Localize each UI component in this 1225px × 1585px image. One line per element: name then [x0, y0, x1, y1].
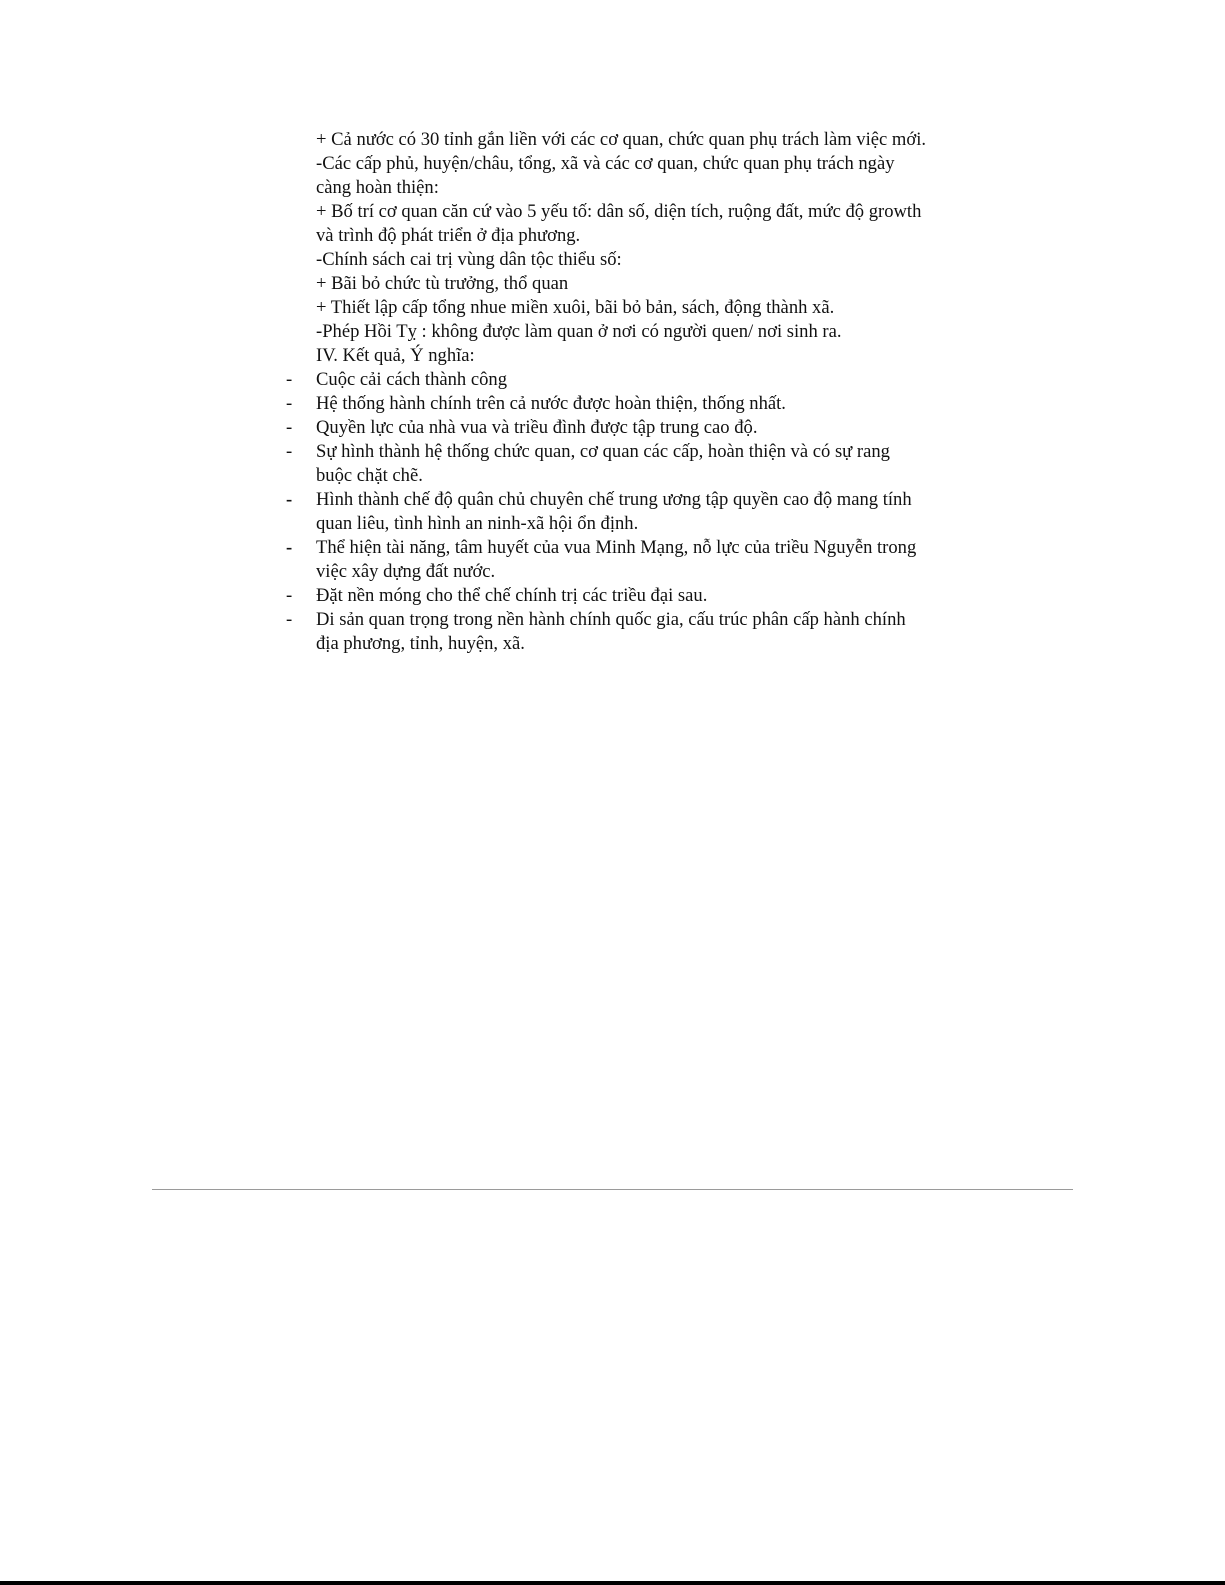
- bullet-text: [316, 536, 966, 584]
- bullet-mark: -: [286, 585, 293, 606]
- text-line: + Cả nước có 30 tỉnh gắn liền với các cơ quan, chức quan phụ trách làm việc mới.: [316, 129, 927, 150]
- bullet-line: Hình thành chế độ quân chủ chuyên chế trung ương tập quyền cao độ mang tính: [316, 489, 912, 510]
- bullet-mark: -: [286, 441, 293, 462]
- document-body: [286, 128, 966, 656]
- bullet-line: Sự hình thành hệ thống chức quan, cơ quan các cấp, hoàn thiện và có sự rang: [316, 441, 890, 462]
- bullet-text: [316, 368, 966, 392]
- bullet-item: [286, 584, 966, 608]
- text-line: và trình độ phát triển ở địa phương.: [316, 225, 581, 246]
- bullet-item: [286, 608, 966, 656]
- bullet-item: [286, 440, 966, 488]
- bullet-item: [286, 536, 966, 584]
- bullet-text: [316, 488, 966, 536]
- bullet-item: [286, 392, 966, 416]
- bullet-line: việc xây dựng đất nước.: [316, 561, 496, 582]
- bullet-line: Đặt nền móng cho thể chế chính trị các triều đại sau.: [316, 585, 708, 606]
- bullet-text: [316, 416, 966, 440]
- bullet-text: [316, 608, 966, 656]
- bullet-line: Thể hiện tài năng, tâm huyết của vua Minh Mạng, nỗ lực của triều Nguyễn trong: [316, 537, 917, 558]
- bullet-mark: -: [286, 537, 293, 558]
- text-line: + Thiết lập cấp tổng nhue miền xuôi, bãi bỏ bản, sách, động thành xã.: [316, 297, 835, 318]
- page-bottom-edge: [0, 1581, 1225, 1585]
- bullet-mark: -: [286, 417, 293, 438]
- bullet-mark: -: [286, 369, 293, 390]
- bullet-mark: -: [286, 393, 293, 414]
- section-heading: IV. Kết quả, Ý nghĩa:: [316, 345, 475, 366]
- bullet-line: quan liêu, tình hình an ninh-xã hội ổn định.: [316, 513, 639, 534]
- bullet-line: Cuộc cải cách thành công: [316, 369, 508, 390]
- bullet-mark: -: [286, 609, 293, 630]
- bullet-line: buộc chặt chẽ.: [316, 465, 423, 486]
- text-line: càng hoàn thiện:: [316, 177, 439, 198]
- text-line: + Bãi bỏ chức tù trưởng, thổ quan: [316, 273, 569, 294]
- text-line: + Bố trí cơ quan căn cứ vào 5 yếu tố: dân số, diện tích, ruộng đất, mức độ growth: [316, 201, 922, 222]
- bullet-item: [286, 416, 966, 440]
- text-line: -Các cấp phủ, huyện/châu, tổng, xã và các cơ quan, chức quan phụ trách ngày: [316, 153, 895, 174]
- bullet-text: [316, 584, 966, 608]
- bullet-line: Di sản quan trọng trong nền hành chính quốc gia, cấu trúc phân cấp hành chính: [316, 609, 906, 630]
- text-line: -Chính sách cai trị vùng dân tộc thiểu số:: [316, 249, 622, 270]
- bullet-item: [286, 368, 966, 392]
- bullet-line: Hệ thống hành chính trên cả nước được hoàn thiện, thống nhất.: [316, 393, 786, 414]
- bullet-line: Quyền lực của nhà vua và triều đình được tập trung cao độ.: [316, 417, 758, 438]
- bullet-mark: -: [286, 489, 293, 510]
- bullet-text: [316, 392, 966, 416]
- text-line: -Phép Hồi Tỵ : không được làm quan ở nơi có người quen/ nơi sinh ra.: [316, 321, 842, 342]
- bullet-text: [316, 440, 966, 488]
- bullet-item: [286, 488, 966, 536]
- bullet-line: địa phương, tỉnh, huyện, xã.: [316, 633, 525, 654]
- page-divider: [152, 1189, 1073, 1190]
